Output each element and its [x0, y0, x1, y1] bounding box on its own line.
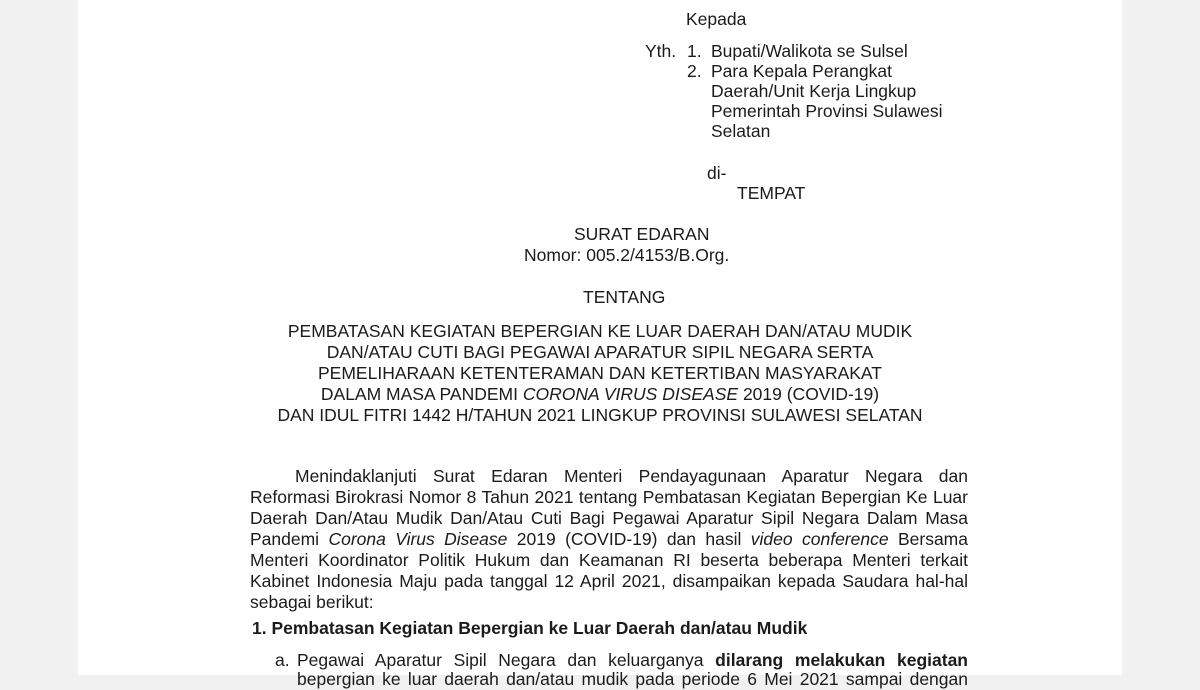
- subject-line-2: DAN/ATAU CUTI BAGI PEGAWAI APARATUR SIPIL NEGARA SERTA: [326, 342, 874, 362]
- tempat-label: TEMPAT: [737, 183, 806, 203]
- di-label: di-: [707, 163, 727, 183]
- letter-number: Nomor: 005.2/4153/B.Org.: [524, 245, 730, 265]
- document-page: [78, 0, 1122, 689]
- addressee-item-2-line: Daerah/Unit Kerja Lingkup: [711, 81, 917, 101]
- subject-line-5: DAN IDUL FITRI 1442 H/TAHUN 2021 LINGKUP PROVINSI SULAWESI SELATAN: [277, 405, 923, 425]
- kepada-label: Kepada: [686, 9, 747, 29]
- body-line-7: sebagai berikut:: [250, 592, 374, 612]
- tentang-label: TENTANG: [583, 287, 666, 307]
- body-line-3: Daerah Dan/Atau Mudik Dan/Atau Cuti Bagi Pegawai Aparatur Sipil Negara Dalam Masa: [250, 508, 968, 528]
- body-line-1: Menindaklanjuti Surat Edaran Menteri Pendayagunaan Aparatur Negara dan: [295, 466, 968, 486]
- item-a-line-1: Pegawai Aparatur Sipil Negara dan keluarganya dilarang melakukan kegiatan: [297, 650, 968, 670]
- yth-label: Yth.: [645, 41, 677, 61]
- subject-line-1: PEMBATASAN KEGIATAN BEPERGIAN KE LUAR DAERAH DAN/ATAU MUDIK: [287, 321, 913, 341]
- body-line-4: Pandemi Corona Virus Disease 2019 (COVID-19) dan hasil video conference Bersama: [250, 529, 968, 549]
- subject-line-4: DALAM MASA PANDEMI CORONA VIRUS DISEASE 2019 (COVID-19): [320, 384, 880, 404]
- addressee-item-2-line: Pemerintah Provinsi Sulawesi: [711, 101, 943, 121]
- body-line-5: Menteri Koordinator Politik Hukum dan Keamanan RI beserta beberapa Menteri terkait: [250, 550, 968, 570]
- item-a-line-2: bepergian ke luar daerah dan/atau mudik pada periode 6 Mei 2021 sampai dengan: [297, 669, 968, 689]
- addressee-item-2-line: Para Kepala Perangkat: [711, 61, 892, 81]
- section-1-heading: 1. Pembatasan Kegiatan Bepergian ke Luar Daerah dan/atau Mudik: [252, 618, 808, 638]
- addressee-item-1-line: Bupati/Walikota se Sulsel: [711, 41, 908, 61]
- addressee-item-1-number: 1.: [687, 41, 702, 61]
- addressee-item-2-number: 2.: [687, 61, 702, 81]
- body-line-2: Reformasi Birokrasi Nomor 8 Tahun 2021 tentang Pembatasan Kegiatan Bepergian Ke Luar: [250, 487, 968, 507]
- letter-title: SURAT EDARAN: [574, 224, 710, 244]
- addressee-item-2-line: Selatan: [711, 121, 771, 141]
- body-line-6: Kabinet Indonesia Maju pada tanggal 12 April 2021, disampaikan kepada Saudara hal-hal: [250, 571, 968, 591]
- item-a-label: a.: [275, 650, 290, 670]
- subject-line-3: PEMELIHARAAN KETENTERAMAN DAN KETERTIBAN MASYARAKAT: [318, 363, 882, 383]
